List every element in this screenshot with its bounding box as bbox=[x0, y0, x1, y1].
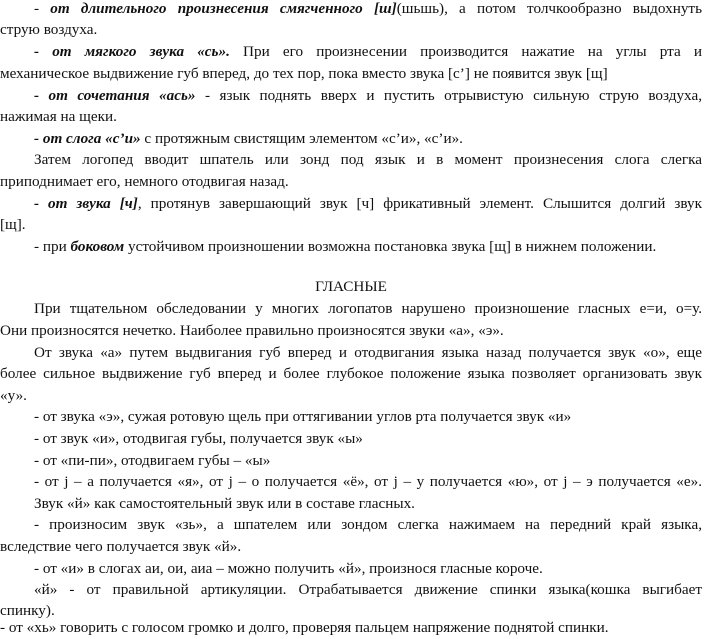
text-span: нажимая на щеки. bbox=[0, 108, 117, 125]
text-span-bold-italic: - от сочетания «ась» bbox=[34, 87, 196, 104]
text-line bbox=[0, 385, 702, 407]
text-span: - от звука «э», сужая ротовую щель при оттягивании углов рта получается звук «и» bbox=[34, 408, 572, 425]
text-span: [щ]. bbox=[0, 216, 26, 233]
text-span: - язык поднять вверх и пустить отрывистую сильную струю воздуха, bbox=[195, 87, 702, 104]
text-span-bold-italic: - от слога «с’и» bbox=[34, 130, 141, 147]
text-span: с протяжным свистящим элементом «с’и», «с’и». bbox=[140, 130, 463, 147]
text-span: При его произнесении производится нажатие на углы рта и bbox=[229, 43, 702, 60]
text-span: Они произносятся нечетко. Наиболее правильно произносятся звуки «а», «э». bbox=[0, 322, 504, 339]
text-span: - при bbox=[34, 238, 71, 255]
text-line bbox=[0, 193, 702, 215]
text-line bbox=[0, 106, 702, 128]
text-line bbox=[0, 536, 702, 558]
text-span-bold-italic: боковом bbox=[70, 238, 125, 255]
text-line bbox=[0, 579, 702, 601]
text-line bbox=[0, 558, 702, 580]
text-line bbox=[0, 149, 702, 171]
text-span-bold-italic: - от мягкого звука «сь». bbox=[34, 43, 230, 60]
text-line bbox=[0, 406, 702, 428]
text-line bbox=[0, 128, 702, 150]
text-line bbox=[0, 63, 702, 85]
text-span: - от «и» в слогах аи, ои, аиа – можно получить «й», произнося гласные короче. bbox=[34, 560, 543, 577]
text-line bbox=[0, 493, 702, 515]
text-span: (шьшь), а потом толчкообразно выдохнуть bbox=[396, 0, 702, 17]
text-line bbox=[0, 236, 702, 258]
text-span: Затем логопед вводит шпатель или зонд под язык и в момент произнесения слога слегка bbox=[34, 151, 702, 168]
text-span-bold-italic: - от звука [ч] bbox=[34, 195, 138, 212]
text-span: , протянув завершающий звук [ч] фрикативный элемент. Слышится долгий звук bbox=[137, 195, 702, 212]
heading-text: ГЛАСНЫЕ bbox=[315, 278, 387, 295]
text-span: - произносим звук «зь», а шпателем или зондом слегка нажимаем на передний край языка, bbox=[34, 516, 702, 533]
text-line bbox=[0, 0, 702, 20]
text-span: вследствие чего получается звук «й». bbox=[0, 538, 242, 555]
text-span: - от звук «и», отодвигая губы, получается звук «ы» bbox=[34, 430, 363, 447]
text-line bbox=[0, 342, 702, 364]
text-span: струю воздуха. bbox=[0, 21, 98, 38]
text-span: - от «пи-пи», отодвигаем губы – «ы» bbox=[34, 452, 271, 469]
text-line bbox=[0, 19, 702, 41]
text-span: «у». bbox=[0, 387, 27, 404]
text-line bbox=[0, 171, 702, 193]
section-heading bbox=[0, 276, 702, 298]
text-line bbox=[0, 363, 702, 385]
text-line bbox=[0, 41, 702, 63]
text-span-bold-italic: от длительного произнесения смягченного [ш] bbox=[50, 0, 397, 17]
text-line bbox=[0, 214, 702, 236]
text-line bbox=[0, 320, 702, 342]
text-line bbox=[0, 298, 702, 320]
text-line bbox=[0, 514, 702, 536]
text-line bbox=[0, 85, 702, 107]
text-line bbox=[0, 617, 702, 639]
text-span: - от j – а получается «я», от j – о получается «ё», от j – у получается «ю», от j – э получается «е». bbox=[34, 473, 702, 490]
text-span: устойчивом произношении возможна постановка звука [щ] в нижнем положении. bbox=[124, 238, 657, 255]
text-span: При тщательном обследовании у многих логопатов нарушено произношение гласных е=и, о=у. bbox=[34, 300, 702, 317]
text-span: более сильное выдвижение губ вперед и более глубокое положение языка позволяет организовать звук bbox=[0, 365, 702, 382]
text-span: Звук «й» как самостоятельный звук или в составе гласных. bbox=[34, 495, 415, 512]
text-line bbox=[0, 428, 702, 450]
text-span: приподнимает его, немного отодвигая назад. bbox=[0, 173, 289, 190]
text-line bbox=[0, 450, 702, 472]
text-span: «й» - от правильной артикуляции. Отрабатывается движение спинки языка(кошка выгибает bbox=[34, 581, 702, 598]
text-span: - bbox=[34, 0, 51, 17]
text-span: От звука «а» путем выдвигания губ вперед и отодвигания языка назад получается звук «о», еще bbox=[34, 344, 702, 361]
text-line bbox=[0, 471, 702, 493]
text-span: спинку). bbox=[0, 602, 55, 619]
text-span: механическое выдвижение губ вперед, до тех пор, пока вместо звука [с’] не появится звук [щ] bbox=[0, 65, 608, 82]
text-span: - от «хь» говорить с голосом громко и долго, проверяя пальцем напряжение поднятой спинки. bbox=[0, 619, 609, 636]
